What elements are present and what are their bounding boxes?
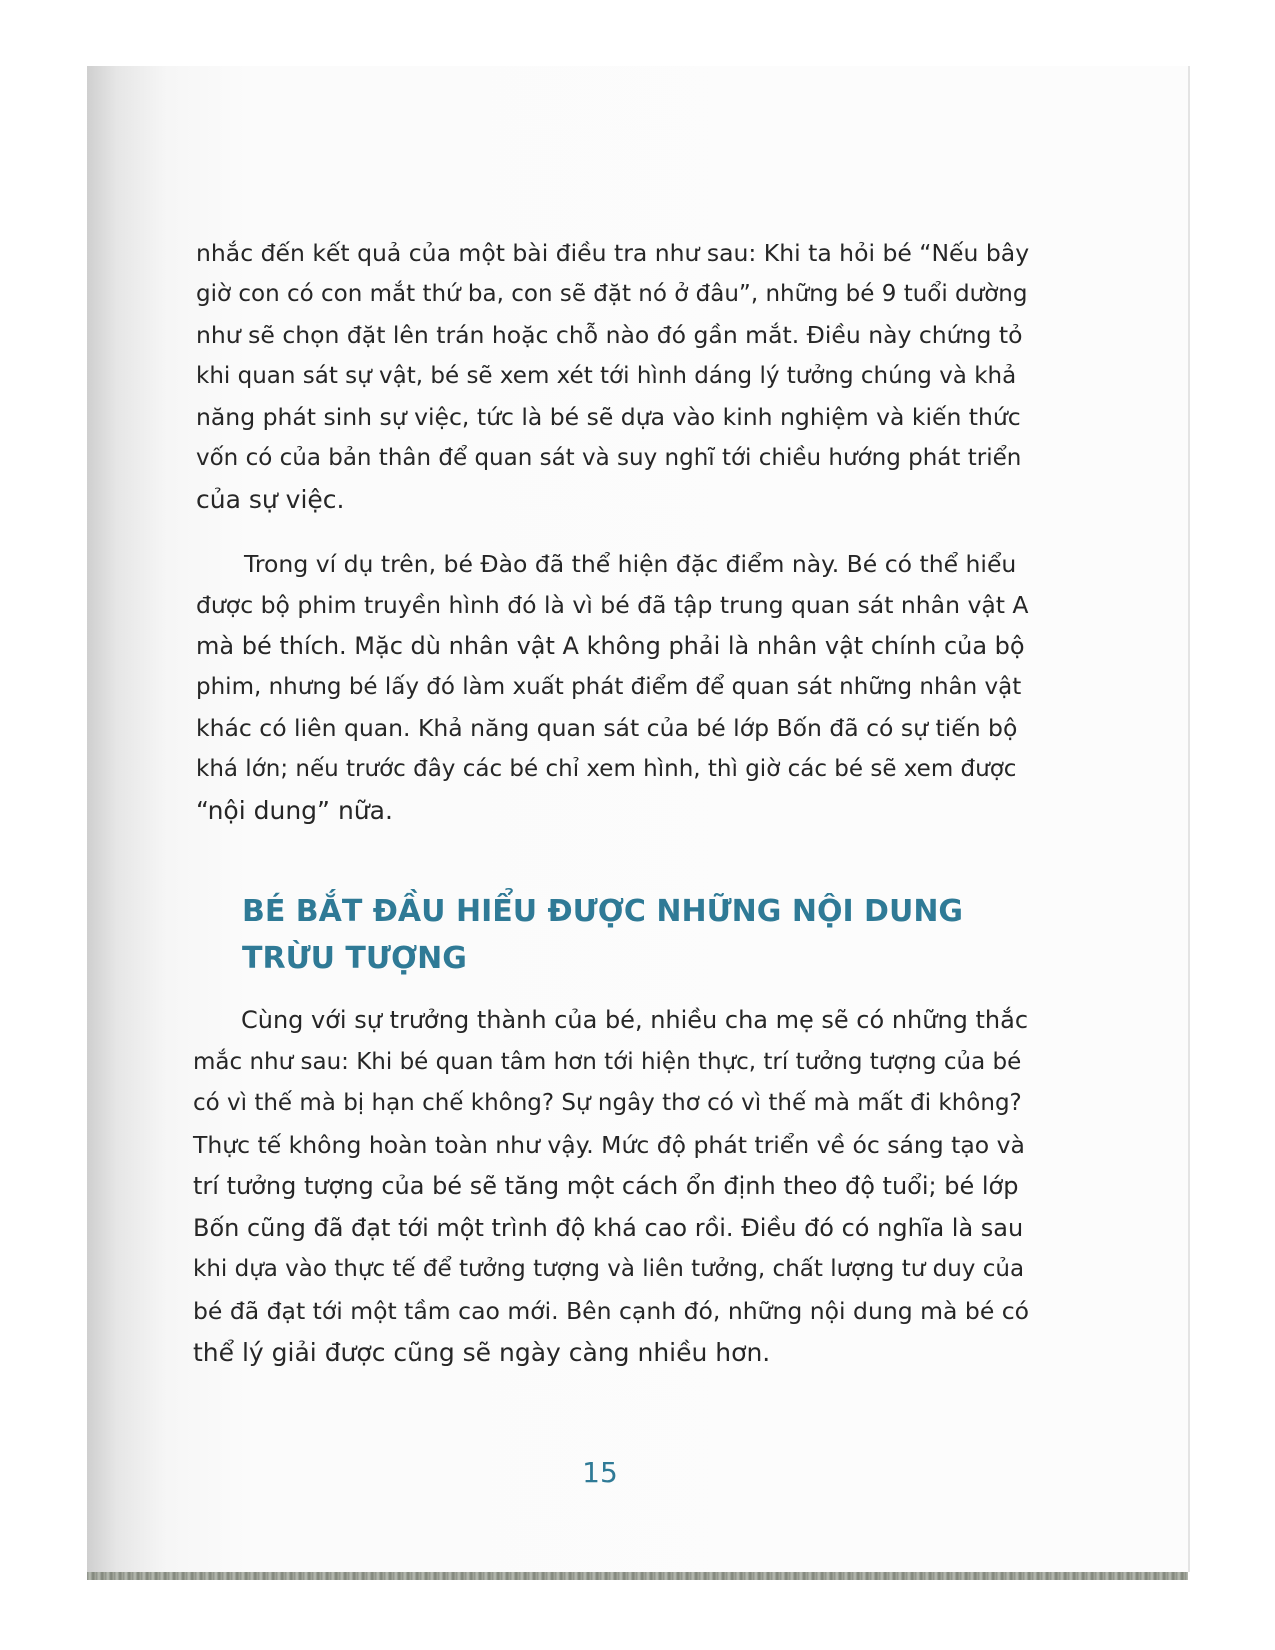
- heading-line: TRỪU TƯỢNG: [242, 941, 467, 976]
- section-heading: [242, 888, 963, 982]
- body-text-top: [196, 233, 1031, 831]
- text-line: trí tưởng tượng của bé sẽ tăng một cách ổn định theo độ tuổi; bé lớp: [193, 1172, 1019, 1200]
- text-line: như sẽ chọn đặt lên trán hoặc chỗ nào đó gần mắt. Điều này chứng tỏ: [196, 321, 1023, 349]
- text-line: khác có liên quan. Khả năng quan sát của bé lớp Bốn đã có sự tiến bộ: [196, 714, 1018, 742]
- text-line: “nội dung” nữa.: [196, 796, 393, 825]
- text-line: khi dựa vào thực tế để tưởng tượng và liên tưởng, chất lượng tư duy của: [193, 1256, 1025, 1282]
- page-number: 15: [582, 1456, 618, 1489]
- text-line: được bộ phim truyền hình đó là vì bé đã tập trung quan sát nhân vật A: [196, 591, 1029, 619]
- text-line: của sự việc.: [196, 485, 345, 514]
- text-line: có vì thế mà bị hạn chế không? Sự ngây thơ có vì thế mà mất đi không?: [193, 1090, 1022, 1116]
- text-line: thể lý giải được cũng sẽ ngày càng nhiều hơn.: [193, 1338, 771, 1367]
- text-line: Cùng với sự trưởng thành của bé, nhiều cha mẹ sẽ có những thắc: [241, 1006, 1029, 1034]
- text-line: khá lớn; nếu trước đây các bé chỉ xem hình, thì giờ các bé sẽ xem được: [196, 756, 1017, 782]
- paragraph-2: [196, 544, 1031, 831]
- text-line: mà bé thích. Mặc dù nhân vật A không phải là nhân vật chính của bộ: [196, 632, 1025, 660]
- text-line: mắc như sau: Khi bé quan tâm hơn tới hiện thực, trí tưởng tượng của bé: [193, 1048, 1022, 1075]
- text-line: giờ con có con mắt thứ ba, con sẽ đặt nó ở đâu”, những bé 9 tuổi dường: [196, 281, 1028, 307]
- text-line: Trong ví dụ trên, bé Đào đã thể hiện đặc điểm này. Bé có thể hiểu: [244, 550, 1017, 578]
- text-line: năng phát sinh sự việc, tức là bé sẽ dựa vào kinh nghiệm và kiến thức: [196, 403, 1021, 431]
- paragraph-gap: [196, 520, 1031, 544]
- body-text-bottom: [193, 1000, 1033, 1374]
- heading-line: BÉ BẮT ĐẦU HIỂU ĐƯỢC NHỮNG NỘI DUNG: [242, 894, 964, 929]
- text-line: vốn có của bản thân để quan sát và suy nghĩ tới chiều hướng phát triển: [196, 445, 1022, 471]
- text-line: Bốn cũng đã đạt tới một trình độ khá cao rồi. Điều đó có nghĩa là sau: [193, 1213, 1024, 1242]
- paragraph-3: [193, 1000, 1033, 1374]
- text-line: bé đã đạt tới một tầm cao mới. Bên cạnh đó, những nội dung mà bé có: [193, 1296, 1030, 1325]
- text-line: phim, nhưng bé lấy đó làm xuất phát điểm để quan sát những nhân vật: [196, 674, 1022, 700]
- text-line: nhắc đến kết quả của một bài điều tra như sau: Khi ta hỏi bé “Nếu bây: [196, 239, 1030, 267]
- text-line: khi quan sát sự vật, bé sẽ xem xét tới hình dáng lý tưởng chúng và khả: [196, 363, 1017, 389]
- text-line: Thực tế không hoàn toàn như vậy. Mức độ phát triển về óc sáng tạo và: [193, 1130, 1025, 1159]
- page-bottom-edge: [87, 1572, 1188, 1580]
- paragraph-1: [196, 233, 1031, 520]
